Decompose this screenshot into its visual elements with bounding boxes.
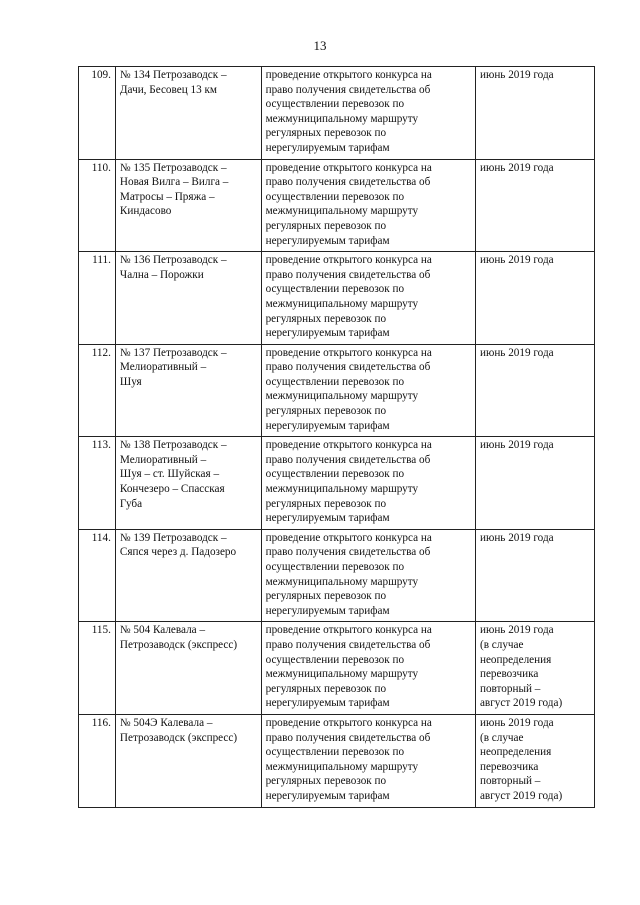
routes-table (78, 66, 595, 808)
action-description-line: право получения свидетельства об (265, 731, 431, 744)
action-description-line: осуществлении перевозок по (265, 283, 405, 296)
action-description-line: проведение открытого конкурса на (265, 69, 432, 81)
action-description-line: осуществлении перевозок по (265, 190, 405, 203)
action-description (261, 344, 475, 437)
action-description-line: регулярных перевозок по (265, 590, 387, 603)
deadline-line: июнь 2019 года (479, 531, 554, 544)
route-name-line: Петрозаводск (экспресс) (119, 731, 238, 744)
action-description-line: проведение открытого конкурса на (265, 716, 432, 729)
table-row (79, 529, 595, 622)
action-description-line: нерегулируемым тарифам (265, 141, 390, 154)
action-description-line: осуществлении перевозок по (265, 468, 405, 481)
table-row (79, 344, 595, 437)
deadline-line: перевозчика (479, 760, 539, 773)
action-description (261, 159, 475, 252)
action-description-line: регулярных перевозок по (265, 127, 387, 140)
route-name-line: Новая Вилга – Вилга – (119, 176, 229, 189)
action-description-line: межмуниципальному маршруту (265, 575, 419, 588)
table-row (79, 252, 595, 345)
action-description (261, 622, 475, 715)
deadline-line: (в случае (479, 731, 524, 744)
action-description-line: нерегулируемым тарифам (265, 234, 390, 247)
route-name-line: Дачи, Бесовец 13 км (119, 83, 217, 96)
deadline (475, 159, 594, 252)
action-description-line: регулярных перевозок по (265, 775, 387, 788)
route-name (115, 437, 261, 530)
deadline (475, 714, 594, 807)
page-number: 13 (313, 38, 327, 53)
route-name-line: Шуя – ст. Шуйская – (119, 468, 220, 481)
action-description (261, 529, 475, 622)
route-name-line: Чална – Порожки (119, 268, 204, 281)
action-description-line: регулярных перевозок по (265, 312, 387, 325)
route-name-line: № 504Э Калевала – (119, 716, 213, 729)
table-row (79, 714, 595, 807)
action-description-line: проведение открытого конкурса на (265, 624, 432, 637)
route-name (115, 714, 261, 807)
action-description-line: регулярных перевозок по (265, 405, 387, 418)
action-description-line: право получения свидетельства об (265, 361, 431, 374)
action-description-line: право получения свидетельства об (265, 546, 431, 559)
action-description-line: право получения свидетельства об (265, 176, 431, 189)
action-description-line: регулярных перевозок по (265, 219, 387, 232)
route-name (115, 159, 261, 252)
route-name-line: № 139 Петрозаводск – (119, 531, 227, 544)
route-name-line: Матросы – Пряжа – (119, 190, 215, 203)
route-name-line: № 504 Калевала – (119, 624, 206, 637)
table-row (79, 622, 595, 715)
deadline-line: (в случае (479, 638, 524, 651)
row-number: 112. (79, 344, 116, 437)
action-description-line: межмуниципальному маршруту (265, 205, 419, 218)
route-name (115, 529, 261, 622)
action-description-line: межмуниципальному маршруту (265, 390, 419, 403)
action-description (261, 67, 475, 160)
action-description-line: регулярных перевозок по (265, 682, 387, 695)
action-description (261, 714, 475, 807)
route-name-line: № 137 Петрозаводск – (119, 346, 227, 359)
deadline (475, 252, 594, 345)
deadline-line: июнь 2019 года (479, 716, 554, 729)
deadline-line: июнь 2019 года (479, 346, 554, 359)
action-description-line: осуществлении перевозок по (265, 653, 405, 666)
action-description (261, 252, 475, 345)
route-name-line: № 136 Петрозаводск – (119, 254, 227, 267)
route-name-line: Сяпся через д. Падозеро (119, 546, 237, 559)
deadline-line: август 2019 года) (479, 697, 563, 710)
action-description-line: право получения свидетельства об (265, 453, 431, 466)
deadline (475, 437, 594, 530)
action-description-line: межмуниципальному маршруту (265, 668, 419, 681)
action-description-line: право получения свидетельства об (265, 83, 431, 96)
table-row (79, 437, 595, 530)
row-number: 111. (79, 252, 116, 345)
action-description-line: право получения свидетельства об (265, 268, 431, 281)
action-description-line: нерегулируемым тарифам (265, 327, 390, 340)
deadline-line: июнь 2019 года (479, 624, 554, 637)
route-name-line: Петрозаводск (экспресс) (119, 638, 238, 651)
deadline (475, 622, 594, 715)
deadline-line: август 2019 года) (479, 789, 563, 802)
table-row (79, 159, 595, 252)
action-description-line: проведение открытого конкурса на (265, 439, 432, 452)
route-name-line: № 135 Петрозаводск – (119, 161, 227, 174)
route-name-line: № 138 Петрозаводск – (119, 439, 227, 452)
route-name (115, 67, 261, 160)
action-description-line: проведение открытого конкурса на (265, 161, 432, 174)
deadline-line: перевозчика (479, 668, 539, 681)
route-name-line: № 134 Петрозаводск – (119, 69, 227, 81)
action-description-line: межмуниципальному маршруту (265, 112, 419, 125)
action-description-line: проведение открытого конкурса на (265, 531, 432, 544)
route-name (115, 344, 261, 437)
row-number: 113. (79, 437, 116, 530)
deadline (475, 67, 594, 160)
deadline (475, 344, 594, 437)
action-description-line: осуществлении перевозок по (265, 561, 405, 573)
deadline-line: неопределения (479, 746, 552, 759)
action-description-line: осуществлении перевозок по (265, 98, 405, 111)
action-description-line: проведение открытого конкурса на (265, 346, 432, 359)
row-number: 109. (79, 67, 116, 160)
deadline-line: июнь 2019 года (479, 254, 554, 267)
route-name (115, 622, 261, 715)
deadline-line: июнь 2019 года (479, 439, 554, 452)
action-description-line: нерегулируемым тарифам (265, 697, 390, 710)
deadline-line: повторный – (479, 775, 541, 788)
deadline-line: неопределения (479, 653, 552, 666)
action-description-line: межмуниципальному маршруту (265, 760, 419, 773)
action-description-line: нерегулируемым тарифам (265, 512, 390, 525)
route-name-line: Шуя (119, 375, 142, 388)
route-name-line: Мелиоративный – (119, 453, 207, 466)
row-number: 110. (79, 159, 116, 252)
action-description-line: проведение открытого конкурса на (265, 254, 432, 267)
row-number: 114. (79, 529, 116, 622)
action-description-line: осуществлении перевозок по (265, 746, 405, 759)
action-description-line: нерегулируемым тарифам (265, 419, 390, 432)
action-description-line: осуществлении перевозок по (265, 375, 405, 388)
action-description-line: межмуниципальному маршруту (265, 297, 419, 310)
deadline-line: повторный – (479, 682, 541, 695)
deadline-line: июнь 2019 года (479, 69, 554, 81)
route-name-line: Киндасово (119, 205, 172, 218)
action-description-line: нерегулируемым тарифам (265, 789, 390, 802)
row-number: 115. (79, 622, 116, 715)
routes-table-body (79, 67, 595, 808)
route-name-line: Кончезеро – Спасская (119, 483, 225, 496)
action-description-line: нерегулируемым тарифам (265, 604, 390, 617)
action-description-line: регулярных перевозок по (265, 497, 387, 510)
route-name-line: Мелиоративный – (119, 361, 207, 374)
route-name-line: Губа (119, 497, 143, 510)
deadline (475, 529, 594, 622)
action-description (261, 437, 475, 530)
row-number: 116. (79, 714, 116, 807)
action-description-line: право получения свидетельства об (265, 638, 431, 651)
deadline-line: июнь 2019 года (479, 161, 554, 174)
action-description-line: межмуниципальному маршруту (265, 483, 419, 496)
route-name (115, 252, 261, 345)
table-row (79, 67, 595, 160)
